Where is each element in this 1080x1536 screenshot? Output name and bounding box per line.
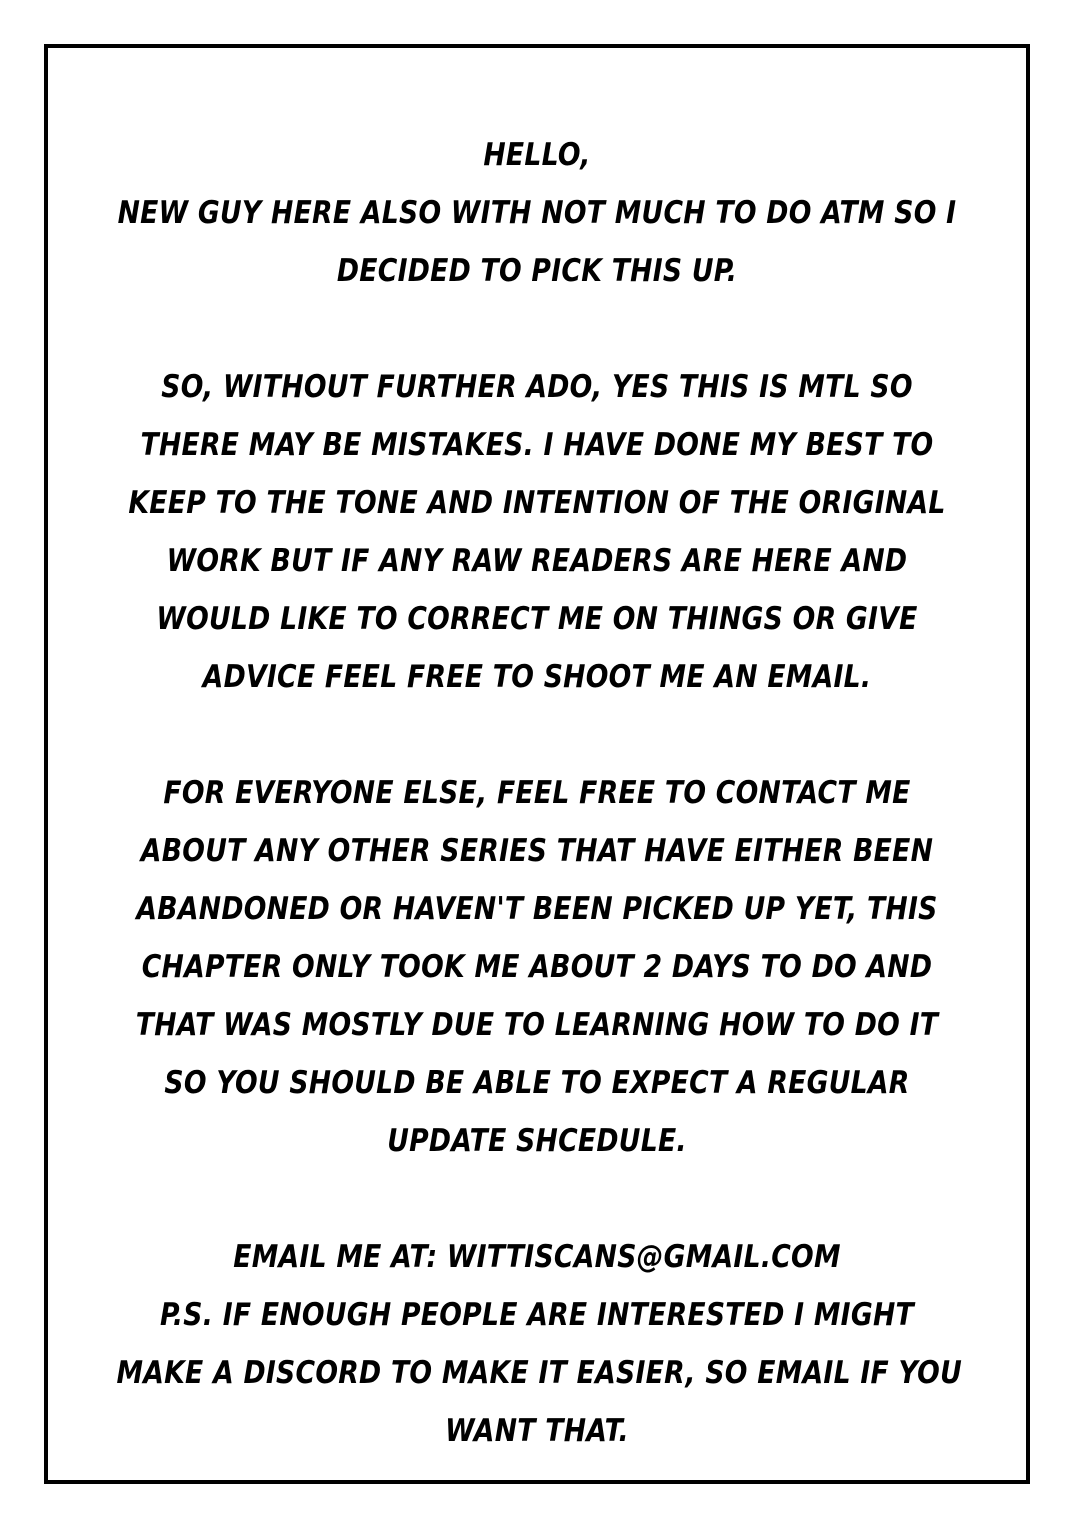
paragraph-gap xyxy=(48,706,1026,764)
text-line: SO, WITHOUT FURTHER ADO, YES THIS IS MTL SO xyxy=(161,369,913,405)
text-line: NEW GUY HERE ALSO WITH NOT MUCH TO DO ATM SO I xyxy=(117,195,957,231)
email-line: EMAIL ME AT: WITTISCANS@GMAIL.COM xyxy=(233,1239,841,1275)
text-line: CHAPTER ONLY TOOK ME ABOUT 2 DAYS TO DO AND xyxy=(141,949,933,985)
note-text xyxy=(48,126,1026,1460)
text-line: SO YOU SHOULD BE ABLE TO EXPECT A REGULAR xyxy=(164,1065,910,1101)
text-line: DECIDED TO PICK THIS UP. xyxy=(336,253,738,289)
page-frame xyxy=(44,44,1030,1484)
text-line: WOULD LIKE TO CORRECT ME ON THINGS OR GIVE xyxy=(156,601,918,637)
paragraph-gap xyxy=(48,300,1026,358)
paragraph-mtl-notice xyxy=(48,358,1026,706)
text-line: WANT THAT. xyxy=(445,1413,629,1449)
text-line: THAT WAS MOSTLY DUE TO LEARNING HOW TO DO IT xyxy=(135,1007,939,1043)
text-line: ABANDONED OR HAVEN'T BEEN PICKED UP YET, THIS xyxy=(136,891,938,927)
text-line: FOR EVERYONE ELSE, FEEL FREE TO CONTACT ME xyxy=(163,775,911,811)
text-line: MAKE A DISCORD TO MAKE IT EASIER, SO EMAIL IF YOU xyxy=(116,1355,962,1391)
text-line: THERE MAY BE MISTAKES. I HAVE DONE MY BEST TO xyxy=(140,427,934,463)
paragraph-contact xyxy=(48,764,1026,1170)
text-line: KEEP TO THE TONE AND INTENTION OF THE ORIGINAL xyxy=(128,485,946,521)
text-line: P.S. IF ENOUGH PEOPLE ARE INTERESTED I MIGHT xyxy=(159,1297,914,1333)
paragraph-email xyxy=(48,1228,1026,1460)
paragraph-greeting xyxy=(48,126,1026,300)
text-line: ADVICE FEEL FREE TO SHOOT ME AN EMAIL. xyxy=(202,659,872,695)
text-line: WORK BUT IF ANY RAW READERS ARE HERE AND xyxy=(166,543,908,579)
text-line: UPDATE SHCEDULE. xyxy=(387,1123,687,1159)
text-line: ABOUT ANY OTHER SERIES THAT HAVE EITHER BEEN xyxy=(140,833,934,869)
text-line: HELLO, xyxy=(483,137,591,173)
paragraph-gap xyxy=(48,1170,1026,1228)
